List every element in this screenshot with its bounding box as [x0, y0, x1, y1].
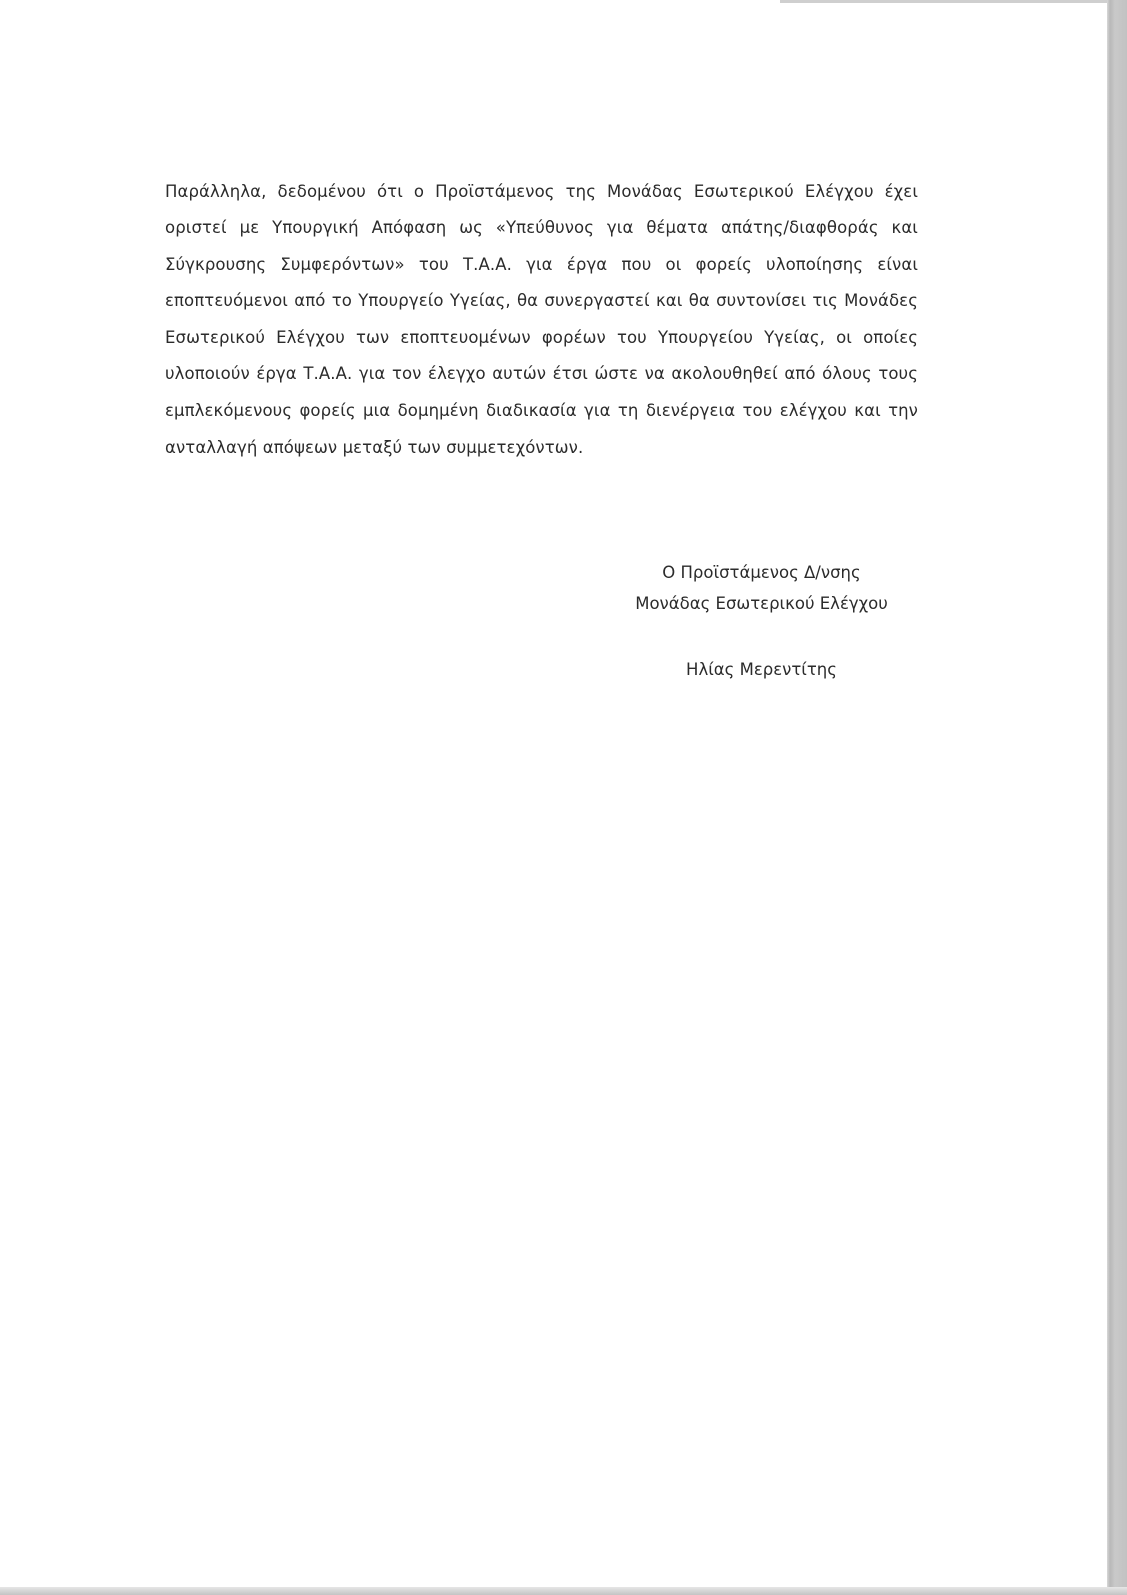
signatory-title-line2: Μονάδας Εσωτερικού Ελέγχου — [635, 594, 888, 613]
signatory-title-line1: Ο Προϊστάμενος Δ/νσης — [662, 563, 861, 582]
scan-edge-bottom — [0, 1587, 1127, 1595]
signature-block — [620, 557, 903, 685]
signatory-name: Ηλίας Μερεντίτης — [686, 660, 837, 679]
scan-edge-top — [780, 0, 1110, 3]
scan-edge-right — [1107, 0, 1127, 1595]
body-paragraph: Παράλληλα, δεδομένου ότι ο Προϊστάμενος της Μονάδας Εσωτερικού Ελέγχου έχει οριστεί με Υπουργική Απόφαση ως «Υπεύθυνος για θέματα απάτης/διαφθοράς και Σύγκρουσης Συμφερόντων» του Τ.Α.Α. για έργα που οι φορείς υλοποίησης είναι εποπτευόμενοι από το Υπουργείο Υγείας, θα συνεργαστεί και θα συντονίσει τις Μονάδες Εσωτερικού Ελέγχου των εποπτευομένων φορέων του Υπουργείου Υγείας, οι οποίες υλοποιούν έργα Τ.Α.Α. για τον έλεγχο αυτών έτσι ώστε να ακολουθηθεί από όλους τους εμπλεκόμενους φορείς μια δομημένη διαδικασία για τη διενέργεια του ελέγχου και την ανταλλαγή απόψεων μεταξύ των συμμετεχόντων. — [165, 181, 918, 457]
